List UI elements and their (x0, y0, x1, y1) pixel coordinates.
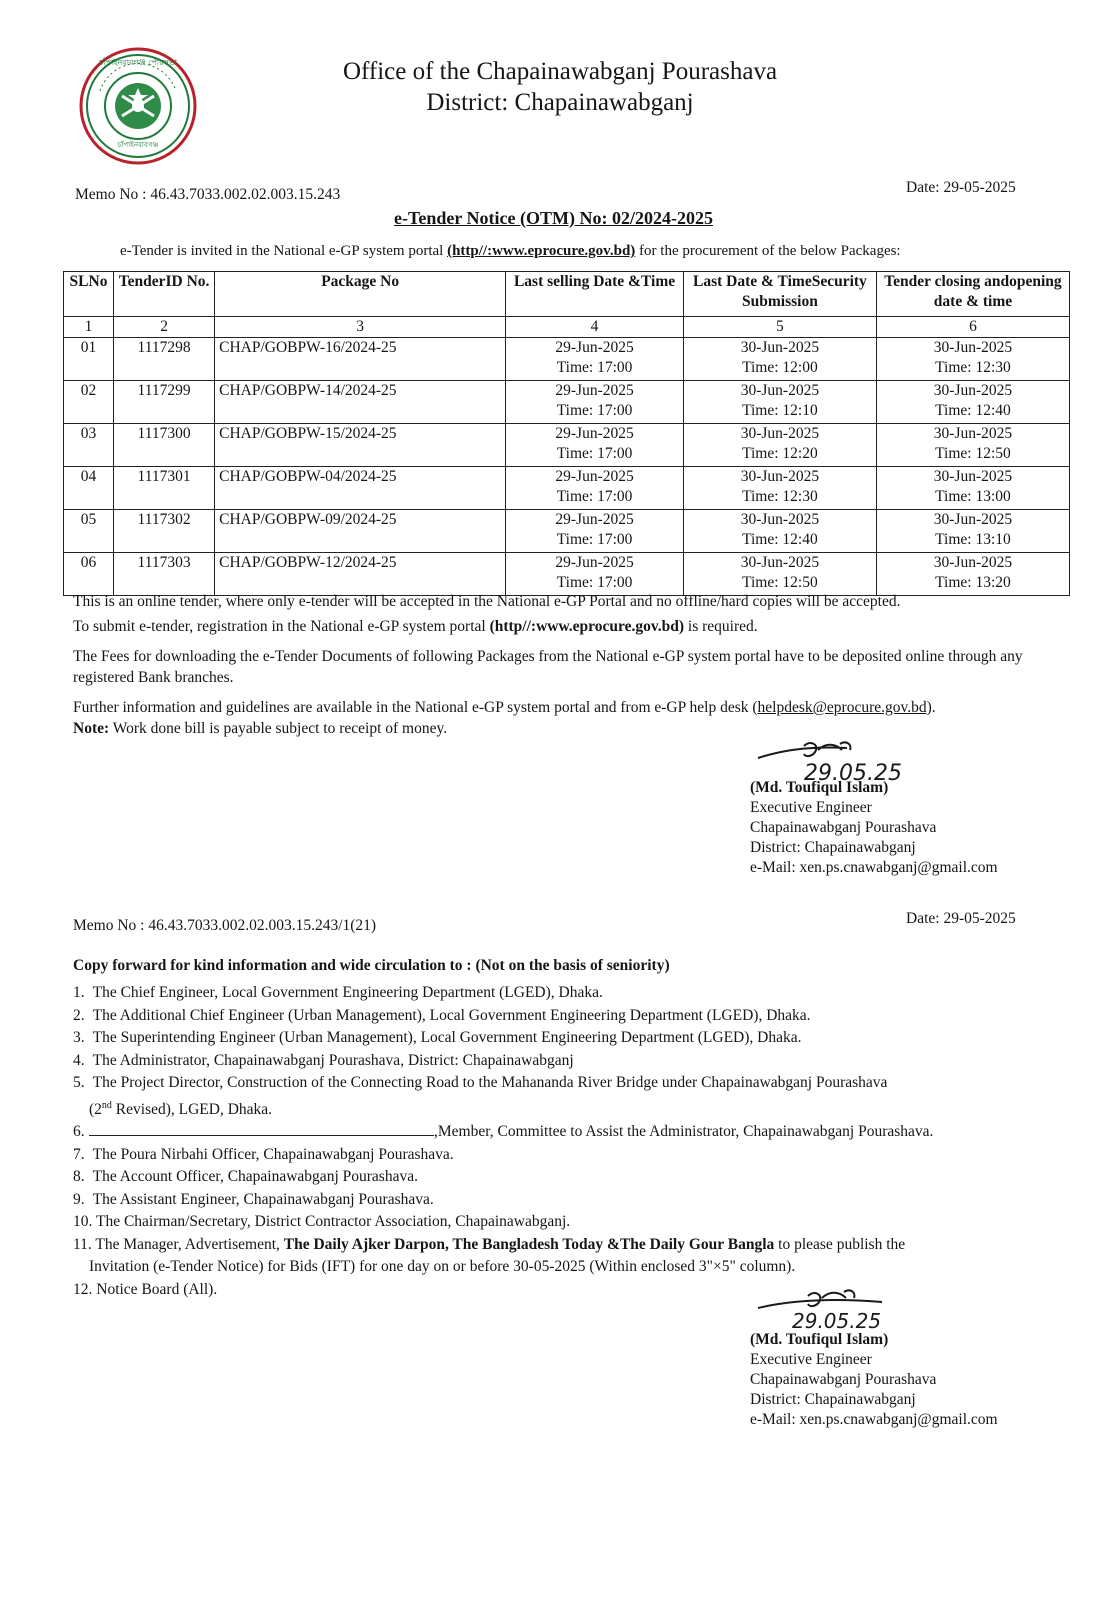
signatory-district-2: District: Chapainawabganj (750, 1391, 916, 1408)
signature-block (750, 778, 998, 878)
cell-closing: 30-Jun-2025 Time: 13:10 (876, 510, 1069, 553)
list-item: 2. The Additional Chief Engineer (Urban Management), Local Government Engineering Department (LGED), Dhaka. (73, 1006, 811, 1024)
copy-forward-heading: Copy forward for kind information and wide circulation to : (Not on the basis of seniority) (73, 957, 670, 974)
intro-after: for the procurement of the below Packages: (635, 243, 901, 259)
cell-tender-id: 1117303 (114, 553, 215, 596)
cell-last-selling: 29-Jun-2025 Time: 17:00 (506, 381, 684, 424)
seal-bottom-text: চাঁপাইনবাবগঞ্জ (117, 141, 159, 149)
col-header-last-selling: Last selling Date &Time (506, 272, 684, 317)
notice-title: e-Tender Notice (OTM) No: 02/2024-2025 (394, 208, 713, 228)
cell-security: 30-Jun-2025 Time: 12:40 (683, 510, 876, 553)
list-item: 4. The Administrator, Chapainawabganj Pourashava, District: Chapainawabganj (73, 1051, 574, 1069)
cell-tender-id: 1117301 (114, 467, 215, 510)
list-item: 12. Notice Board (All). (73, 1280, 218, 1298)
col-number: 2 (114, 317, 215, 338)
memo-number: Memo No : 46.43.7033.002.02.003.15.243 (75, 186, 341, 203)
fees-paragraph: The Fees for downloading the e-Tender Documents of following Packages from the National e-GP system portal have to be deposited online through any registered Bank branches. (73, 648, 1023, 686)
seal-top-text: চাঁপাইনবাবগঞ্জ পৌরসভা (98, 58, 178, 67)
cell-closing: 30-Jun-2025 Time: 12:30 (876, 338, 1069, 381)
intro-before: e-Tender is invited in the National e-GP system portal (120, 243, 448, 259)
cell-security: 30-Jun-2025 Time: 12:20 (683, 424, 876, 467)
office-header (230, 56, 890, 118)
cell-tender-id: 1117302 (114, 510, 215, 553)
cell-closing: 30-Jun-2025 Time: 13:20 (876, 553, 1069, 596)
table-header-row (64, 272, 1070, 317)
table-row (64, 467, 1070, 510)
signatory-name-2: (Md. Toufiqul Islam) (750, 1331, 889, 1348)
pourashava-seal (78, 46, 198, 166)
col-number: 5 (683, 317, 876, 338)
office-district: District: Chapainawabganj (426, 89, 694, 116)
col-header-security: Last Date & TimeSecurity Submission (683, 272, 876, 317)
memo-date: Date: 29-05-2025 (906, 179, 1016, 196)
col-number: 3 (215, 317, 506, 338)
cell-sl: 01 (64, 338, 114, 381)
portal-link[interactable]: (http//:www.eprocure.gov.bd) (447, 243, 636, 259)
table-row (64, 553, 1070, 596)
col-header-package: Package No (215, 272, 506, 317)
signatory-email: e-Mail: xen.ps.cnawabganj@gmail.com (750, 859, 998, 876)
cell-tender-id: 1117298 (114, 338, 215, 381)
note-paragraph: Note: Work done bill is payable subject to receipt of money. (73, 720, 448, 737)
cell-security: 30-Jun-2025 Time: 12:10 (683, 381, 876, 424)
table-row (64, 338, 1070, 381)
signatory-email-2: e-Mail: xen.ps.cnawabganj@gmail.com (750, 1411, 998, 1428)
col-number: 4 (506, 317, 684, 338)
table-row (64, 424, 1070, 467)
memo-date-2: Date: 29-05-2025 (906, 910, 1016, 927)
cell-package: CHAP/GOBPW-09/2024-25 (215, 510, 506, 553)
cell-sl: 05 (64, 510, 114, 553)
registration-portal-link[interactable]: (http//:www.eprocure.gov.bd) (489, 618, 685, 635)
cell-last-selling: 29-Jun-2025 Time: 17:00 (506, 467, 684, 510)
col-header-closing: Tender closing andopening date & time (876, 272, 1069, 317)
cell-package: CHAP/GOBPW-15/2024-25 (215, 424, 506, 467)
table-row (64, 381, 1070, 424)
list-item: 3. The Superintending Engineer (Urban Management), Local Government Engineering Department (LGED), Dhaka. (73, 1029, 802, 1046)
signatory-org-2: Chapainawabganj Pourashava (750, 1371, 937, 1388)
note-label: Note: (73, 720, 110, 737)
col-number: 1 (64, 317, 114, 338)
cell-security: 30-Jun-2025 Time: 12:30 (683, 467, 876, 510)
list-item: 5. The Project Director, Construction of the Connecting Road to the Mahananda River Bridge under Chapainawabganj Pourashava (2nd Revised), LGED, Dhaka. (73, 1074, 888, 1118)
list-item: 7. The Poura Nirbahi Officer, Chapainawabganj Pourashava. (73, 1145, 454, 1163)
signatory-title-2: Executive Engineer (750, 1351, 872, 1368)
signatory-title: Executive Engineer (750, 799, 872, 816)
list-item: 11. The Manager, Advertisement, The Daily Ajker Darpon, The Bangladesh Today &The Daily Gour Bangla to please publish the Invitation (e-Tender Notice) for Bids (IFT) for one day on or before 30-05-2025 (Within enclosed 3"×5" column). (73, 1235, 906, 1276)
col-number: 6 (876, 317, 1069, 338)
cell-security: 30-Jun-2025 Time: 12:00 (683, 338, 876, 381)
signature-block-2 (750, 1330, 998, 1430)
cell-package: CHAP/GOBPW-12/2024-25 (215, 553, 506, 596)
list-item: 10. The Chairman/Secretary, District Contractor Association, Chapainawabganj. (73, 1213, 571, 1231)
signature-date-2: 29.05.25 (792, 1309, 882, 1333)
further-info-paragraph: Further information and guidelines are available in the National e-GP system portal and from e-GP help desk (helpdesk@eprocure.gov.bd). (73, 699, 936, 716)
cell-last-selling: 29-Jun-2025 Time: 17:00 (506, 338, 684, 381)
table-row (64, 510, 1070, 553)
cell-closing: 30-Jun-2025 Time: 12:40 (876, 381, 1069, 424)
blank-line (89, 1121, 434, 1136)
signature-date: 29.05.25 (804, 761, 902, 786)
cell-tender-id: 1117300 (114, 424, 215, 467)
cell-package: CHAP/GOBPW-14/2024-25 (215, 381, 506, 424)
cell-closing: 30-Jun-2025 Time: 13:00 (876, 467, 1069, 510)
cell-sl: 03 (64, 424, 114, 467)
office-name: Office of the Chapainawabganj Pourashava (342, 58, 778, 85)
list-item: 6. ,Member, Committee to Assist the Administrator, Chapainawabganj Pourashava. (73, 1123, 934, 1141)
cell-last-selling: 29-Jun-2025 Time: 17:00 (506, 553, 684, 596)
cell-last-selling: 29-Jun-2025 Time: 17:00 (506, 510, 684, 553)
cell-package: CHAP/GOBPW-04/2024-25 (215, 467, 506, 510)
recipient-list (73, 982, 1053, 1301)
cell-security: 30-Jun-2025 Time: 12:50 (683, 553, 876, 596)
signatory-name: (Md. Toufiqul Islam) (750, 779, 889, 796)
signatory-org: Chapainawabganj Pourashava (750, 819, 937, 836)
registration-paragraph: To submit e-tender, registration in the National e-GP system portal (http//:www.eprocure.gov.bd) is required. (73, 618, 758, 635)
cell-sl: 04 (64, 467, 114, 510)
cell-last-selling: 29-Jun-2025 Time: 17:00 (506, 424, 684, 467)
intro-text (120, 243, 901, 260)
cell-closing: 30-Jun-2025 Time: 12:50 (876, 424, 1069, 467)
helpdesk-email-link[interactable]: helpdesk@eprocure.gov.bd (757, 699, 927, 716)
list-item: 9. The Assistant Engineer, Chapainawabganj Pourashava. (73, 1190, 434, 1208)
cell-package: CHAP/GOBPW-16/2024-25 (215, 338, 506, 381)
table-colnum-row (64, 317, 1070, 338)
handwritten-signature-2 (752, 1284, 922, 1334)
cell-sl: 06 (64, 553, 114, 596)
memo-number-2: Memo No : 46.43.7033.002.02.003.15.243/1(21) (73, 917, 377, 934)
col-header-sl: SLNo (64, 272, 114, 317)
list-item: 8. The Account Officer, Chapainawabganj Pourashava. (73, 1168, 418, 1186)
tender-table (63, 271, 1070, 596)
col-header-tender-id: TenderID No. (114, 272, 215, 317)
signatory-district: District: Chapainawabganj (750, 839, 916, 856)
cell-sl: 02 (64, 381, 114, 424)
list-item: 1. The Chief Engineer, Local Government Engineering Department (LGED), Dhaka. (73, 984, 603, 1001)
cell-tender-id: 1117299 (114, 381, 215, 424)
online-tender-paragraph: This is an online tender, where only e-tender will be accepted in the National e-GP Portal and no offline/hard copies will be accepted. (73, 593, 901, 610)
